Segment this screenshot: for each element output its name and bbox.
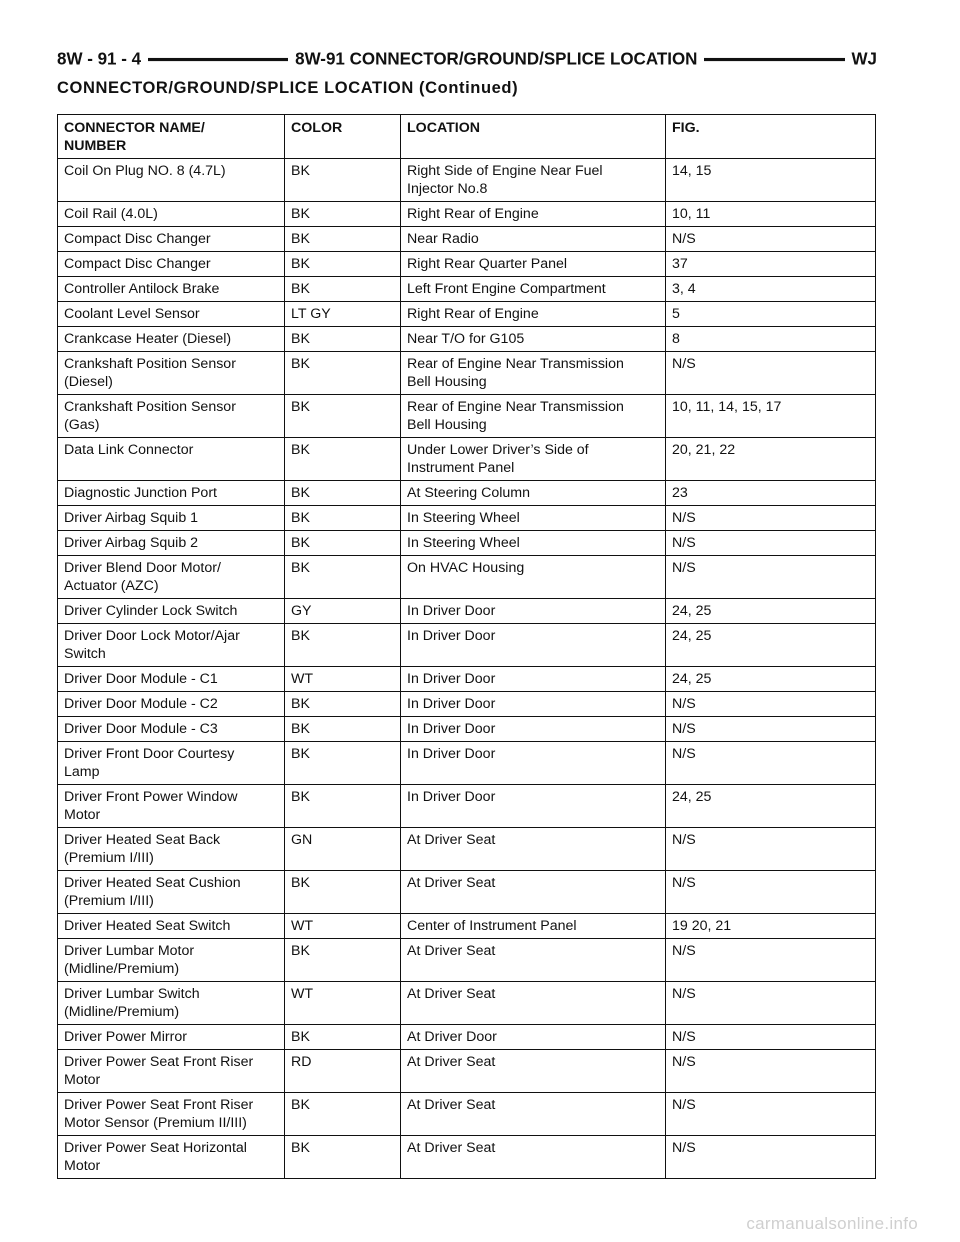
figure-cell: N/S [666, 1136, 876, 1179]
location-cell: In Driver Door [401, 717, 666, 742]
page-subtitle: CONNECTOR/GROUND/SPLICE LOCATION (Continued) [57, 79, 519, 97]
location-cell: At Driver Seat [401, 1050, 666, 1093]
location-cell: In Driver Door [401, 742, 666, 785]
header-rule-right [704, 57, 844, 60]
figure-cell: 19 20, 21 [666, 914, 876, 939]
figure-cell: 10, 11, 14, 15, 17 [666, 395, 876, 438]
table-row [58, 302, 876, 327]
connector-name-cell: Driver Door Module - C1 [58, 667, 285, 692]
color-cell: BK [285, 438, 401, 481]
location-cell: On HVAC Housing [401, 556, 666, 599]
color-cell: WT [285, 982, 401, 1025]
table-row [58, 395, 876, 438]
figure-cell: 24, 25 [666, 599, 876, 624]
table-row [58, 277, 876, 302]
table-row [58, 1025, 876, 1050]
color-cell: BK [285, 352, 401, 395]
table-row [58, 785, 876, 828]
table-header-row [58, 115, 876, 159]
color-cell: BK [285, 1025, 401, 1050]
color-cell: BK [285, 252, 401, 277]
figure-cell: 10, 11 [666, 202, 876, 227]
location-cell: Under Lower Driver’s Side of Instrument Panel [401, 438, 666, 481]
table-row [58, 481, 876, 506]
connector-name-cell: Driver Airbag Squib 2 [58, 531, 285, 556]
color-cell: GY [285, 599, 401, 624]
table-row [58, 1093, 876, 1136]
page-number: 8W - 91 - 4 [57, 48, 142, 69]
location-cell: Right Rear of Engine [401, 302, 666, 327]
location-cell: At Driver Seat [401, 828, 666, 871]
color-cell: BK [285, 556, 401, 599]
connector-name-cell: Coolant Level Sensor [58, 302, 285, 327]
color-cell: BK [285, 506, 401, 531]
color-cell: BK [285, 531, 401, 556]
table-row [58, 828, 876, 871]
figure-cell: N/S [666, 742, 876, 785]
figure-cell: 37 [666, 252, 876, 277]
connector-name-cell: Driver Door Module - C3 [58, 717, 285, 742]
table-row [58, 438, 876, 481]
table-row [58, 667, 876, 692]
figure-cell: N/S [666, 692, 876, 717]
location-cell: In Driver Door [401, 667, 666, 692]
figure-cell: N/S [666, 717, 876, 742]
connector-name-cell: Driver Airbag Squib 1 [58, 506, 285, 531]
figure-cell: N/S [666, 1025, 876, 1050]
connector-name-cell: Diagnostic Junction Port [58, 481, 285, 506]
color-cell: BK [285, 939, 401, 982]
color-cell: RD [285, 1050, 401, 1093]
color-cell: BK [285, 202, 401, 227]
location-cell: At Driver Door [401, 1025, 666, 1050]
connector-name-cell: Crankcase Heater (Diesel) [58, 327, 285, 352]
color-cell: BK [285, 277, 401, 302]
table-row [58, 227, 876, 252]
color-cell: WT [285, 914, 401, 939]
connector-name-cell: Driver Front Door Courtesy Lamp [58, 742, 285, 785]
connector-name-cell: Crankshaft Position Sensor (Diesel) [58, 352, 285, 395]
figure-cell: 24, 25 [666, 785, 876, 828]
connector-name-cell: Coil Rail (4.0L) [58, 202, 285, 227]
location-cell: At Steering Column [401, 481, 666, 506]
color-cell: BK [285, 692, 401, 717]
table-row [58, 742, 876, 785]
location-cell: Near T/O for G105 [401, 327, 666, 352]
figure-cell: 14, 15 [666, 159, 876, 202]
location-cell: In Steering Wheel [401, 506, 666, 531]
location-cell: Near Radio [401, 227, 666, 252]
table-row [58, 599, 876, 624]
connector-name-cell: Driver Door Lock Motor/Ajar Switch [58, 624, 285, 667]
figure-cell: 20, 21, 22 [666, 438, 876, 481]
figure-cell: 3, 4 [666, 277, 876, 302]
location-cell: At Driver Seat [401, 1093, 666, 1136]
connector-name-cell: Driver Lumbar Motor (Midline/Premium) [58, 939, 285, 982]
table-row [58, 1136, 876, 1179]
location-cell: In Driver Door [401, 692, 666, 717]
table-row [58, 327, 876, 352]
connector-name-cell: Driver Power Seat Front Riser Motor Sensor (Premium II/III) [58, 1093, 285, 1136]
figure-cell: N/S [666, 871, 876, 914]
location-cell: At Driver Seat [401, 982, 666, 1025]
color-cell: BK [285, 481, 401, 506]
color-cell: WT [285, 667, 401, 692]
location-cell: In Driver Door [401, 624, 666, 667]
color-cell: BK [285, 624, 401, 667]
connector-name-cell: Driver Heated Seat Back (Premium I/III) [58, 828, 285, 871]
table-row [58, 202, 876, 227]
column-header: LOCATION [401, 115, 666, 159]
connector-name-cell: Driver Power Seat Front Riser Motor [58, 1050, 285, 1093]
table-row [58, 624, 876, 667]
table-row [58, 252, 876, 277]
location-cell: At Driver Seat [401, 1136, 666, 1179]
figure-cell: N/S [666, 556, 876, 599]
figure-cell: N/S [666, 531, 876, 556]
header-rule-left [148, 57, 288, 60]
column-header: CONNECTOR NAME/ NUMBER [58, 115, 285, 159]
figure-cell: 24, 25 [666, 667, 876, 692]
location-cell: Rear of Engine Near Transmission Bell Housing [401, 395, 666, 438]
table-body [58, 159, 876, 1179]
connector-name-cell: Crankshaft Position Sensor (Gas) [58, 395, 285, 438]
connector-name-cell: Compact Disc Changer [58, 227, 285, 252]
figure-cell: N/S [666, 939, 876, 982]
location-cell: Center of Instrument Panel [401, 914, 666, 939]
table-row [58, 352, 876, 395]
connector-location-table [57, 114, 876, 1179]
color-cell: BK [285, 159, 401, 202]
connector-name-cell: Driver Power Mirror [58, 1025, 285, 1050]
location-cell: Right Rear Quarter Panel [401, 252, 666, 277]
location-cell: In Driver Door [401, 599, 666, 624]
figure-cell: 8 [666, 327, 876, 352]
color-cell: BK [285, 1136, 401, 1179]
location-cell: Rear of Engine Near Transmission Bell Housing [401, 352, 666, 395]
table-row [58, 159, 876, 202]
location-cell: At Driver Seat [401, 871, 666, 914]
figure-cell: N/S [666, 506, 876, 531]
table-row [58, 556, 876, 599]
connector-name-cell: Driver Front Power Window Motor [58, 785, 285, 828]
location-cell: In Driver Door [401, 785, 666, 828]
table-row [58, 717, 876, 742]
color-cell: BK [285, 395, 401, 438]
connector-name-cell: Coil On Plug NO. 8 (4.7L) [58, 159, 285, 202]
color-cell: BK [285, 227, 401, 252]
page-header [57, 46, 877, 71]
figure-cell: 23 [666, 481, 876, 506]
color-cell: GN [285, 828, 401, 871]
figure-cell: N/S [666, 227, 876, 252]
connector-name-cell: Driver Door Module - C2 [58, 692, 285, 717]
model-code: WJ [851, 48, 877, 69]
table-row [58, 982, 876, 1025]
section-title: 8W-91 CONNECTOR/GROUND/SPLICE LOCATION [295, 48, 698, 69]
connector-name-cell: Driver Heated Seat Cushion (Premium I/III) [58, 871, 285, 914]
figure-cell: N/S [666, 1050, 876, 1093]
connector-name-cell: Controller Antilock Brake [58, 277, 285, 302]
watermark-footer: carmanualsonline.info [746, 1214, 918, 1233]
color-cell: BK [285, 871, 401, 914]
table-row [58, 506, 876, 531]
table-row [58, 531, 876, 556]
location-cell: Right Side of Engine Near Fuel Injector No.8 [401, 159, 666, 202]
figure-cell: 5 [666, 302, 876, 327]
location-cell: In Steering Wheel [401, 531, 666, 556]
connector-name-cell: Driver Blend Door Motor/ Actuator (AZC) [58, 556, 285, 599]
column-header: COLOR [285, 115, 401, 159]
color-cell: BK [285, 1093, 401, 1136]
connector-name-cell: Driver Lumbar Switch (Midline/Premium) [58, 982, 285, 1025]
figure-cell: N/S [666, 1093, 876, 1136]
table-row [58, 871, 876, 914]
table-row [58, 939, 876, 982]
figure-cell: N/S [666, 828, 876, 871]
connector-name-cell: Driver Heated Seat Switch [58, 914, 285, 939]
location-cell: At Driver Seat [401, 939, 666, 982]
color-cell: BK [285, 785, 401, 828]
column-header: FIG. [666, 115, 876, 159]
color-cell: LT GY [285, 302, 401, 327]
connector-name-cell: Compact Disc Changer [58, 252, 285, 277]
table-row [58, 914, 876, 939]
table-row [58, 692, 876, 717]
location-cell: Right Rear of Engine [401, 202, 666, 227]
figure-cell: N/S [666, 352, 876, 395]
connector-name-cell: Driver Cylinder Lock Switch [58, 599, 285, 624]
color-cell: BK [285, 742, 401, 785]
table-row [58, 1050, 876, 1093]
figure-cell: 24, 25 [666, 624, 876, 667]
color-cell: BK [285, 327, 401, 352]
connector-name-cell: Data Link Connector [58, 438, 285, 481]
color-cell: BK [285, 717, 401, 742]
connector-name-cell: Driver Power Seat Horizontal Motor [58, 1136, 285, 1179]
location-cell: Left Front Engine Compartment [401, 277, 666, 302]
figure-cell: N/S [666, 982, 876, 1025]
